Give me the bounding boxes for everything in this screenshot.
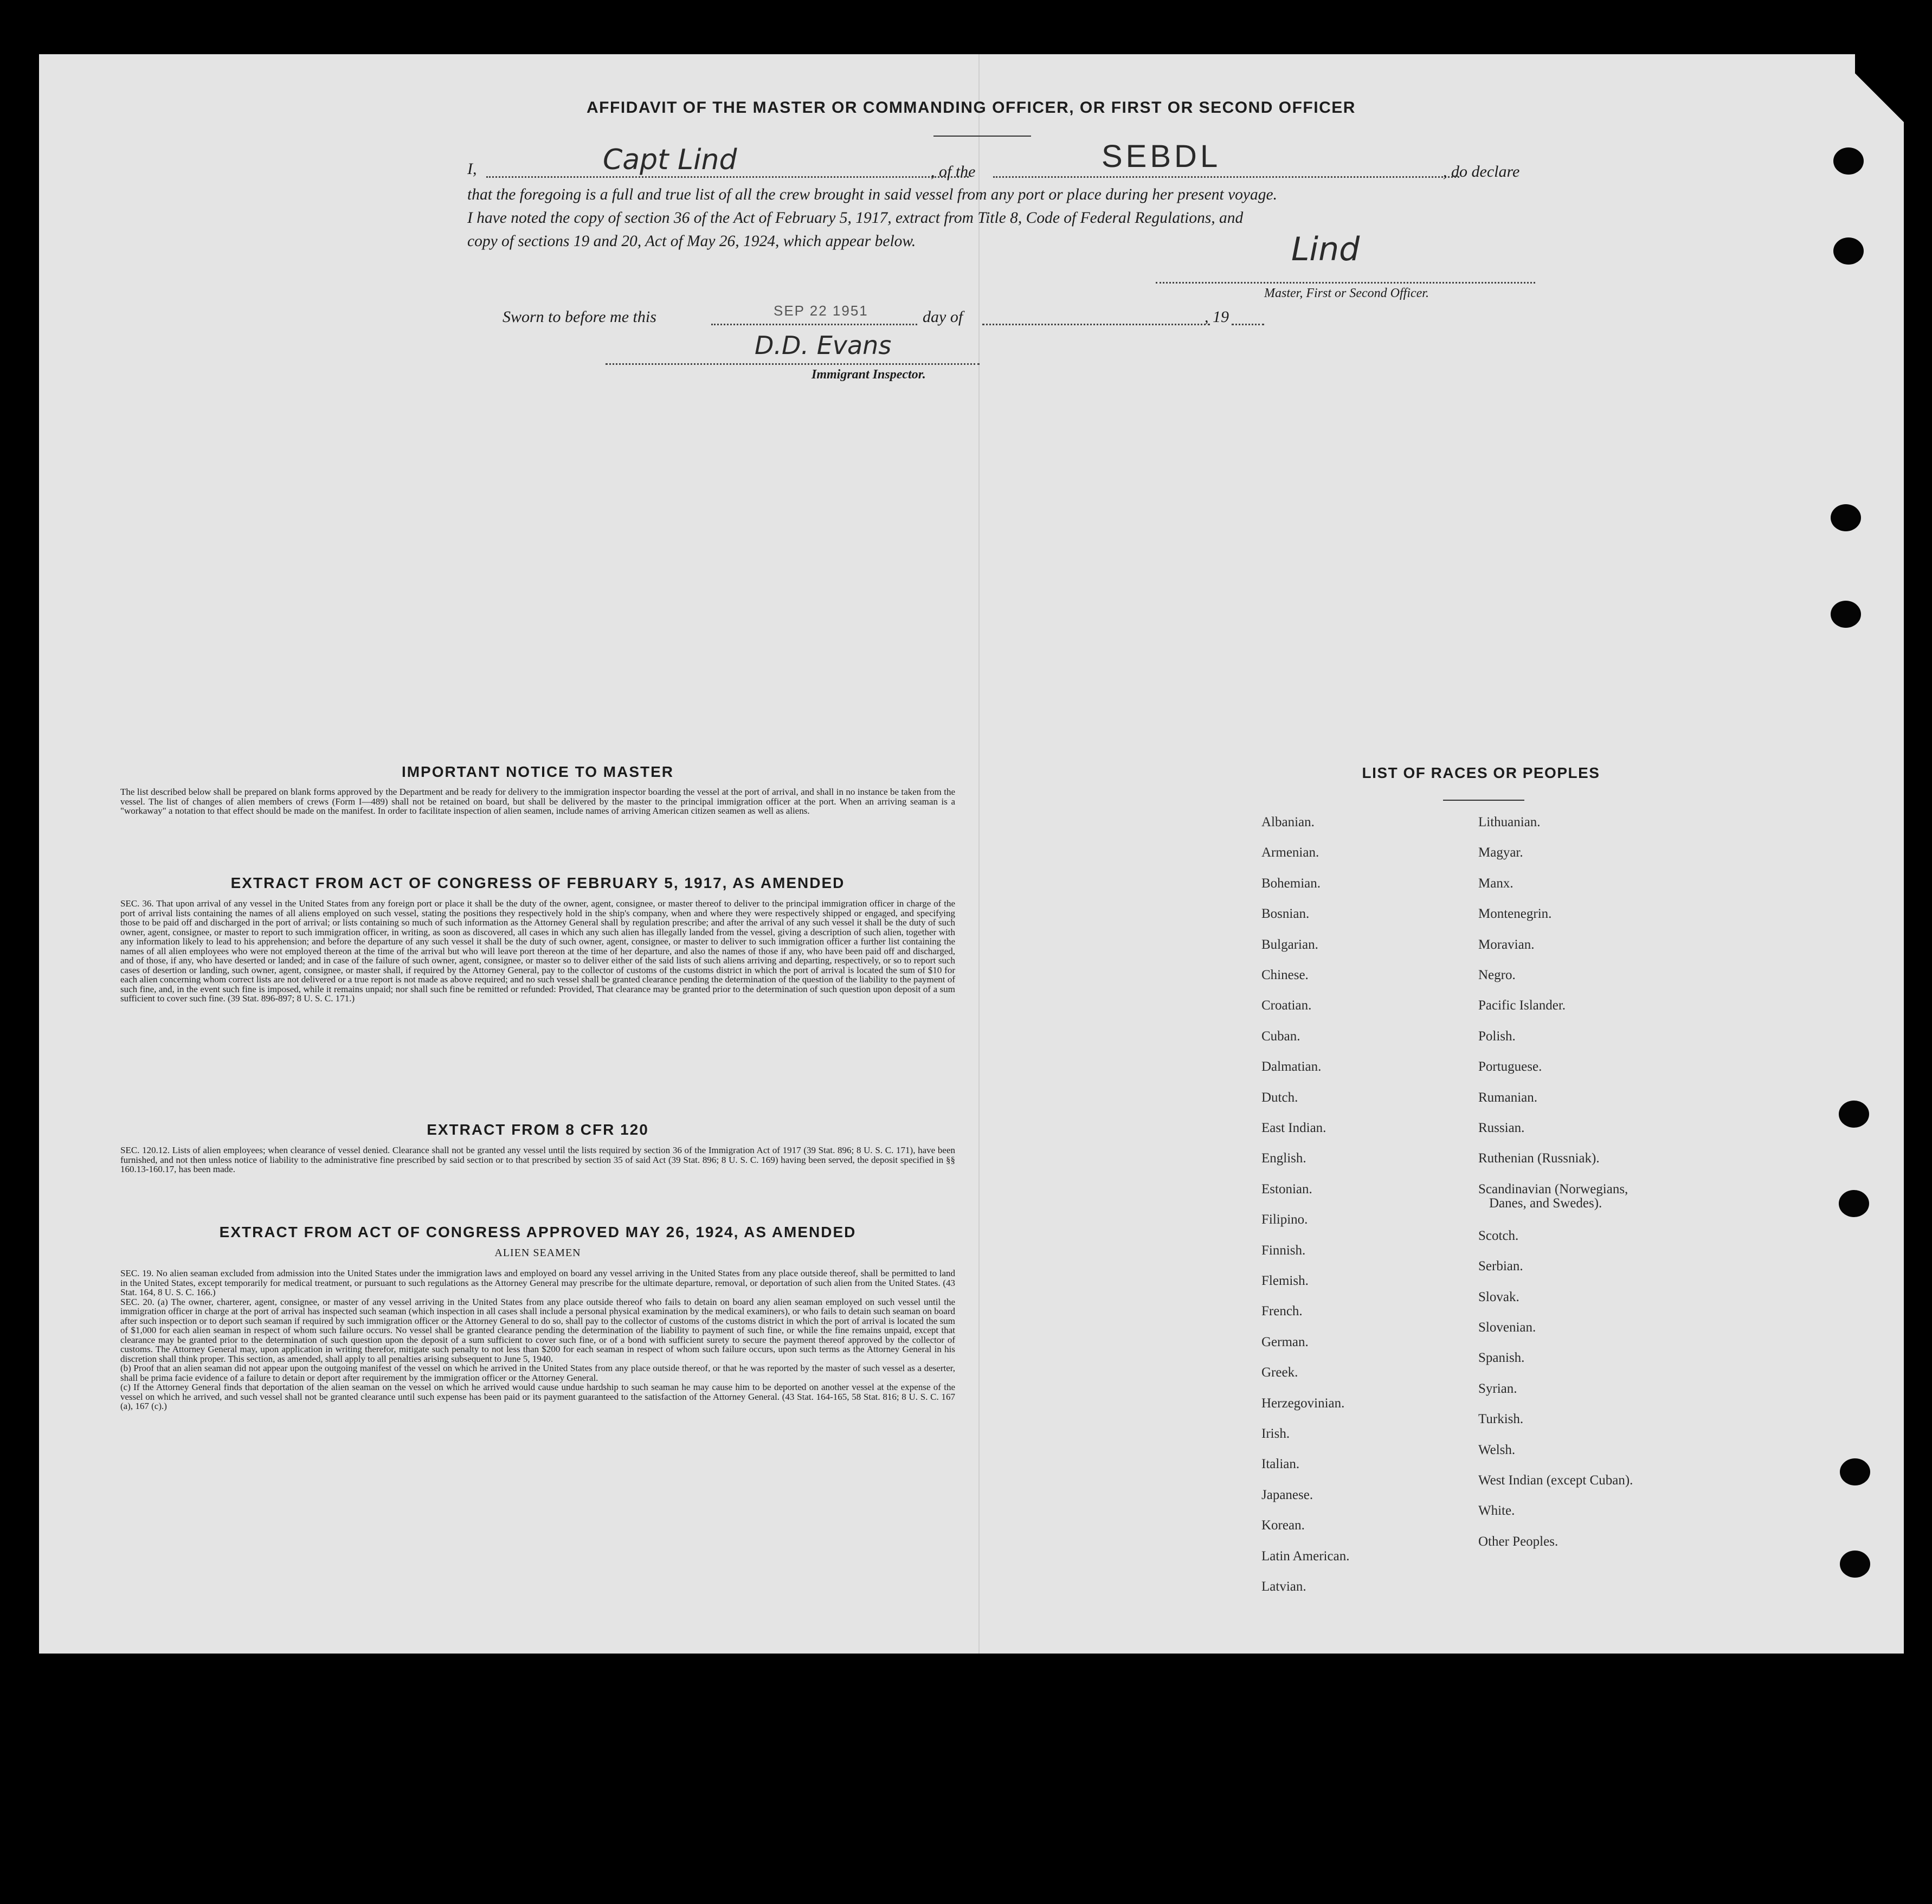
- races-title: LIST OF RACES OR PEOPLES: [1362, 764, 1600, 781]
- i-label: I,: [467, 160, 477, 178]
- year-line: [1232, 324, 1264, 325]
- race-item: Italian.: [1261, 1457, 1300, 1472]
- race-item: Slovak.: [1478, 1289, 1519, 1304]
- race-item: Slovenian.: [1478, 1320, 1536, 1335]
- vessel-line: [993, 176, 1459, 178]
- race-item: Manx.: [1478, 876, 1514, 891]
- sworn-label: Sworn to before me this: [503, 308, 656, 326]
- extract-1924-body: [120, 1269, 955, 1411]
- inspector-caption: Immigrant Inspector.: [812, 368, 926, 382]
- sec-20a-text: SEC. 20. (a) The owner, charterer, agent, consignee, or master of any vessel arriving in the United States from any place outside thereof who fails to detain on board any alien seaman employed on such vessel until the immigration officer in charge at the port of arrival has inspected such seaman (which inspection in all cases shall include a personal physical examination by the medical examiners), or who fails to detain such seaman on board after such inspection or to deport such seaman if required by such immigration officer or the Attorney General to do so, shall pay to the collector of customs of the customs district in which the port of arrival is located the sum of $1,000 for each alien seaman in respect of whom such failure occurs. No vessel shall be granted clearance pending the determination of the liability to payment of such fine, or while the fine remains unpaid, except that clearance may be granted prior to the determination of such question upon the deposit of a sum sufficient to cover such fine, or of a bond with sufficient surety to secure the payment thereof approved by the collector of customs. The Attorney General may, upon application in writing therefor, mitigate such penalty to not less than $200 for each seaman in respect of whom such failure occurs, upon such terms as the Attorney General in his discretion shall think proper. This section, as amended, shall apply to all penalties arising subsequent to June 5, 1940.: [120, 1296, 955, 1364]
- day-of-label: day of: [923, 308, 963, 326]
- race-item: Syrian.: [1478, 1381, 1517, 1396]
- race-item: Spanish.: [1478, 1350, 1525, 1366]
- document-page: [39, 54, 1904, 1654]
- race-item: Irish.: [1261, 1426, 1290, 1441]
- divider: [933, 136, 1031, 137]
- punch-hole: [1833, 237, 1864, 265]
- affidavit-line-2: I have noted the copy of section 36 of the Act of February 5, 1917, extract from Title 8, Code of Federal Regulations, and: [467, 209, 1244, 227]
- race-item: Latin American.: [1261, 1548, 1350, 1564]
- race-item: Pacific Islander.: [1478, 998, 1566, 1013]
- race-item: Scandinavian (Norwegians,: [1478, 1181, 1628, 1197]
- fold-line: [978, 54, 980, 1654]
- race-item: Cuban.: [1261, 1028, 1300, 1044]
- year-label: , 19: [1205, 308, 1229, 326]
- inspector-line: [606, 363, 980, 365]
- sec-20b-text: (b) Proof that an alien seaman did not appear upon the outgoing manifest of the vessel on which he arrived in the United States from any place outside thereof, or that he was reported by the master of such vessel as a deserter, shall be prima facie evidence of a failure to detain or deport after requirement by the immigration officer or the Attorney General.: [120, 1363, 955, 1383]
- vessel-value: SEBDL: [1102, 139, 1221, 174]
- name-line: [486, 176, 969, 178]
- master-signature: Lind: [1291, 230, 1360, 268]
- affidavit-line-1: that the foregoing is a full and true list of all the crew brought in said vessel from any port or place during her present voyage.: [467, 186, 1277, 203]
- punch-hole: [1833, 147, 1864, 175]
- race-item: West Indian (except Cuban).: [1478, 1473, 1633, 1488]
- race-item: German.: [1261, 1334, 1309, 1349]
- month-line: [982, 324, 1210, 325]
- races-divider: [1443, 800, 1524, 801]
- race-item: Welsh.: [1478, 1442, 1516, 1457]
- race-item: Korean.: [1261, 1518, 1305, 1533]
- race-item: Flemish.: [1261, 1273, 1309, 1288]
- race-item: Filipino.: [1261, 1212, 1308, 1227]
- master-caption: Master, First or Second Officer.: [1264, 286, 1429, 300]
- race-item: Portuguese.: [1478, 1059, 1542, 1075]
- inspector-signature: D.D. Evans: [755, 331, 892, 360]
- race-item: Russian.: [1478, 1121, 1525, 1135]
- race-item: Polish.: [1478, 1028, 1516, 1044]
- race-item: Greek.: [1261, 1365, 1298, 1380]
- punch-hole: [1831, 601, 1861, 628]
- race-item: Serbian.: [1478, 1259, 1523, 1274]
- race-item: Herzegovinian.: [1261, 1395, 1345, 1411]
- race-item: Dutch.: [1261, 1090, 1298, 1105]
- race-item: Turkish.: [1478, 1412, 1524, 1427]
- do-declare: , do declare: [1443, 163, 1520, 181]
- race-item: Scotch.: [1478, 1228, 1519, 1243]
- race-item: Bosnian.: [1261, 906, 1310, 922]
- race-item: Croatian.: [1261, 998, 1312, 1013]
- sec-19-text: SEC. 19. No alien seaman excluded from admission into the United States under the immigration laws and employed on board any vessel arriving in the United States from any place outside thereof, shall be permitted to land in the United States, except temporarily for medical treatment, or pursuant to such regulations as the Attorney General may prescribe for the ultimate departure, removal, or deportation of such alien from the United States. (43 Stat. 164, 8 U. S. C. 166.): [120, 1268, 955, 1297]
- date-stamp: SEP 22 1951: [774, 303, 868, 319]
- race-item: Other Peoples.: [1478, 1534, 1559, 1549]
- extract-cfr-title: EXTRACT FROM 8 CFR 120: [427, 1121, 649, 1138]
- race-item: White.: [1478, 1503, 1515, 1519]
- race-item: Lithuanian.: [1478, 815, 1541, 829]
- race-item: Montenegrin.: [1478, 906, 1552, 922]
- punch-hole: [1839, 1101, 1869, 1128]
- race-item: Bohemian.: [1261, 876, 1321, 891]
- extract-1924-title: EXTRACT FROM ACT OF CONGRESS APPROVED MAY 26, 1924, AS AMENDED: [219, 1224, 856, 1240]
- sworn-date-line: [711, 324, 917, 325]
- sec-20c-text: (c) If the Attorney General finds that deportation of the alien seaman on the vessel on which he arrived would cause undue hardship to such seaman he may cause him to be deported on another vessel at the expense of the vessel on which he arrived, and such vessel shall not be granted clearance until such expense has been paid or its payment guaranteed to the satisfaction of the Attorney General. (43 Stat. 164-165, 58 Stat. 816; 8 U. S. C. 167 (a), 167 (c).): [120, 1382, 955, 1411]
- extract-1917-title: EXTRACT FROM ACT OF CONGRESS OF FEBRUARY 5, 1917, AS AMENDED: [230, 874, 845, 891]
- race-item: Japanese.: [1261, 1487, 1313, 1502]
- name-value: Capt Lind: [603, 144, 737, 176]
- race-item: Rumanian.: [1478, 1090, 1538, 1105]
- race-item: Negro.: [1478, 968, 1516, 982]
- notice-title: IMPORTANT NOTICE TO MASTER: [401, 763, 674, 780]
- extract-cfr-text: SEC. 120.12. Lists of alien employees; when clearance of vessel denied. Clearance shall not be granted any vessel until the lists required by section 36 of the Immigration Act of 1917 (39 Stat. 896; 8 U. S. C. 171), have been furnished, and not then unless notice of liability to the administrative fine prescribed by said section or to that prescribed by section 35 of said Act (39 Stat. 896; 8 U. S. C. 169) having been served, the deposit specified in §§ 160.13-160.17, has been made.: [120, 1145, 955, 1174]
- race-item: East Indian.: [1261, 1121, 1326, 1135]
- extract-1917-text: SEC. 36. That upon arrival of any vessel in the United States from any foreign port or place it shall be the duty of the owner, agent, consignee, or master thereof to deliver to the principal immigration officer in charge of the port of arrival lists containing the names of all aliens employed on such vessel, stating the positions they respectively hold in the ship's company, when and where they were respectively shipped or engaged, and specifying those to be paid off and discharged in the port of arrival; or lists containing so much of such information as the Attorney General shall by regulation prescribe; and after the arrival of any such vessel it shall be the duty of such owner, agent, consignee, or master to report to such immigration officer, in writing, as soon as discovered, all cases in which any such alien has illegally landed from the vessel, giving a description of such alien, together with any information likely to lead to his apprehension; and before the departure of any such vessel it shall be the duty of such owner, agent, consignee, or master to deliver to such immigration officer a further list containing the names of all alien employees who were not employed thereon at the time of the arrival but who will leave port thereon at the time of her departure, and also the names of those if any, who have been paid off and discharged, and of those, if any, who have deserted or landed; and in case of the failure of such owner, agent, consignee, or master so to deliver either of the said lists of such aliens arriving and departing, respectively, or so to report such cases of desertion or landing, such owner, agent, consignee, or master shall, if required by the Attorney General, pay to the collector of customs of the customs district in which the port of arrival is located the sum of $10 for each alien concerning whom correct lists are not delivered or a true report is not made as above required; and no such vessel shall be granted clearance pending the determination of the question of the liability to the payment of such fine, and, in the event such fine is imposed, while it remains unpaid; nor shall such fine be remitted or refunded: Provided, That clearance may be granted prior to the determination of such question upon deposit of a sum sufficient to cover such fine. (39 Stat. 896-897; 8 U. S. C. 171.): [120, 898, 955, 1004]
- affidavit-title: AFFIDAVIT OF THE MASTER OR COMMANDING OFFICER, OR FIRST OR SECOND OFFICER: [587, 99, 1356, 117]
- race-item: Chinese.: [1261, 968, 1309, 982]
- race-item: Danes, and Swedes).: [1489, 1195, 1602, 1211]
- alien-seamen-subtitle: ALIEN SEAMEN: [494, 1247, 581, 1259]
- race-item: Latvian.: [1261, 1579, 1306, 1594]
- race-item: Dalmatian.: [1261, 1059, 1322, 1075]
- race-item: Estonian.: [1261, 1181, 1312, 1197]
- race-item: Moravian.: [1478, 937, 1535, 952]
- signature-line: [1156, 282, 1535, 284]
- race-item: Magyar.: [1478, 845, 1523, 860]
- notice-text: The list described below shall be prepared on blank forms approved by the Department and be ready for delivery to the immigration inspector boarding the vessel at the port of arrival, and shall in no instance be taken from the vessel. The list of changes of alien members of crews (Form I—489) shall not be retained on board, but shall be delivered by the master to the principal immigration officer at the port. When an arriving seaman is a "workaway" a notation to that effect should be made on the manifest. In order to facilitate inspection of alien seamen, include names of arriving American citizen seamen as well as aliens.: [120, 787, 955, 816]
- race-item: Finnish.: [1261, 1243, 1306, 1258]
- of-the-label: , of the: [931, 163, 976, 181]
- punch-hole: [1839, 1190, 1869, 1217]
- race-item: Bulgarian.: [1261, 937, 1318, 952]
- race-item: Armenian.: [1261, 845, 1319, 860]
- punch-hole: [1831, 504, 1861, 531]
- race-item: English.: [1261, 1151, 1306, 1166]
- race-item: Albanian.: [1261, 815, 1315, 829]
- punch-hole: [1840, 1458, 1870, 1485]
- race-item: Ruthenian (Russniak).: [1478, 1151, 1600, 1166]
- affidavit-line-3: copy of sections 19 and 20, Act of May 26, 1924, which appear below.: [467, 233, 916, 250]
- punch-hole: [1840, 1551, 1870, 1578]
- race-item: French.: [1261, 1304, 1303, 1319]
